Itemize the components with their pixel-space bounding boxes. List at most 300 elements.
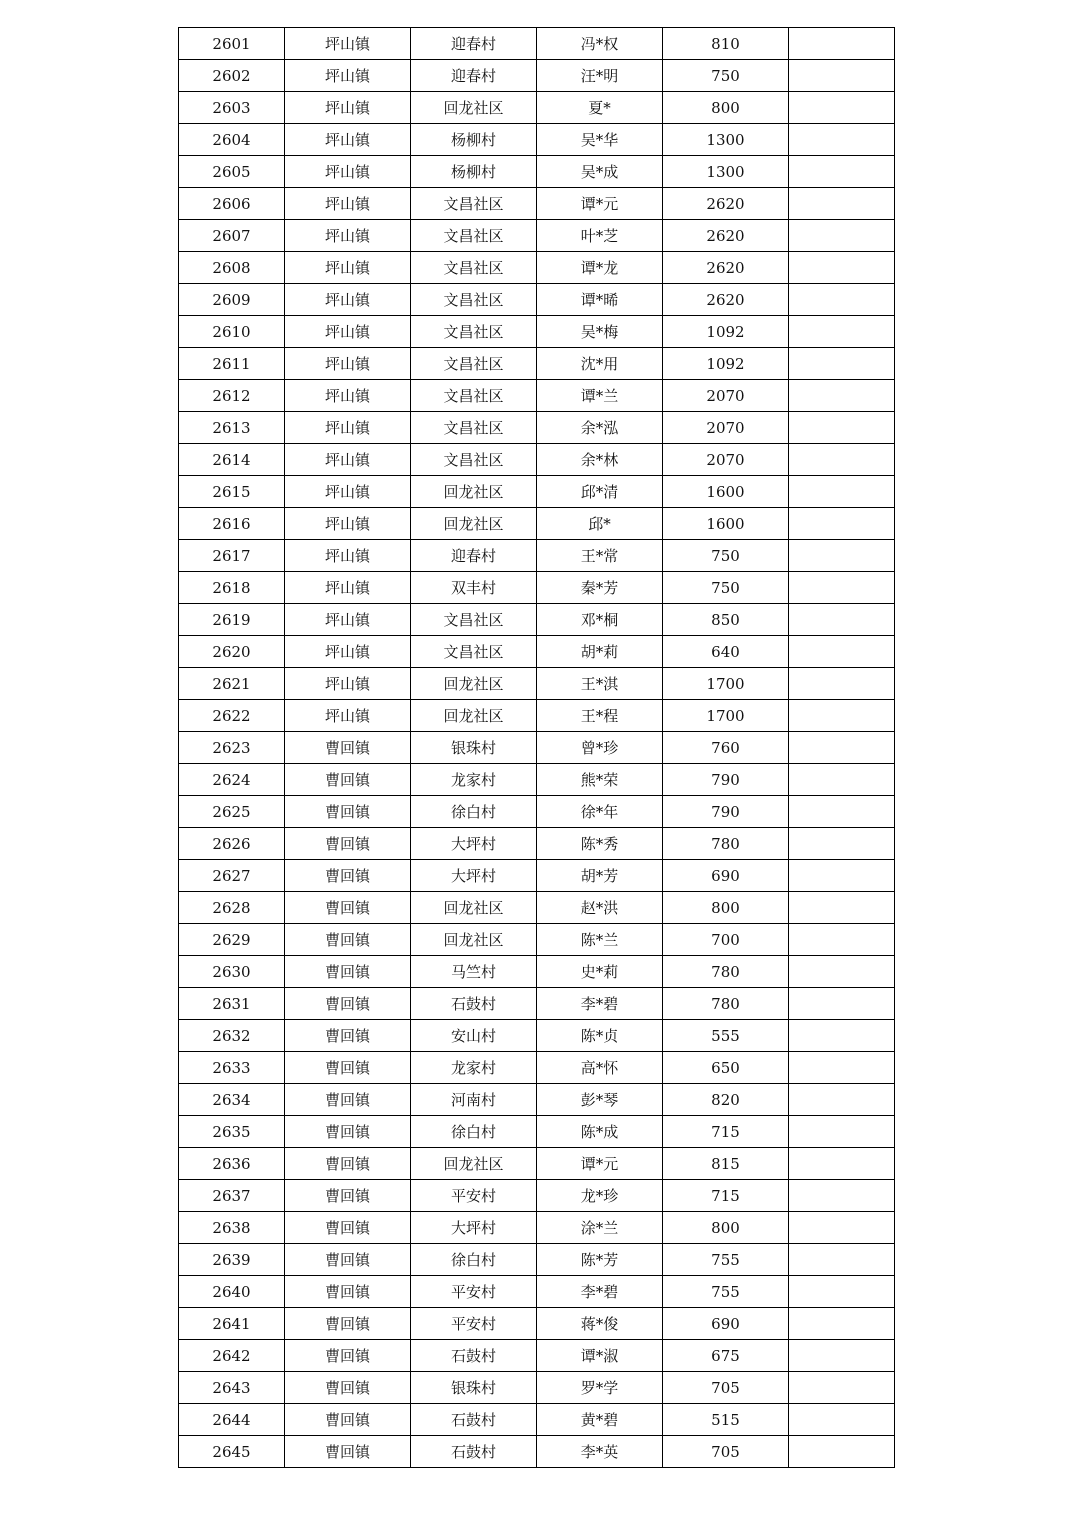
remarks-cell (789, 1180, 895, 1212)
table-row (179, 1180, 895, 1212)
town-cell: 坪山镇 (285, 156, 411, 188)
table-row (179, 156, 895, 188)
name-cell: 徐*年 (537, 796, 663, 828)
village-cell: 回龙社区 (411, 892, 537, 924)
serial-number-cell: 2630 (179, 956, 285, 988)
town-cell: 曹回镇 (285, 988, 411, 1020)
name-cell: 秦*芳 (537, 572, 663, 604)
town-cell: 曹回镇 (285, 1244, 411, 1276)
amount-cell: 750 (663, 540, 789, 572)
table-row (179, 700, 895, 732)
town-cell: 曹回镇 (285, 764, 411, 796)
table-row (179, 508, 895, 540)
serial-number-cell: 2613 (179, 412, 285, 444)
amount-cell: 2620 (663, 220, 789, 252)
name-cell: 王*程 (537, 700, 663, 732)
remarks-cell (789, 412, 895, 444)
village-cell: 马竺村 (411, 956, 537, 988)
name-cell: 吴*梅 (537, 316, 663, 348)
serial-number-cell: 2644 (179, 1404, 285, 1436)
table-row (179, 284, 895, 316)
town-cell: 坪山镇 (285, 252, 411, 284)
table-row (179, 380, 895, 412)
table-row (179, 188, 895, 220)
village-cell: 迎春村 (411, 540, 537, 572)
remarks-cell (789, 540, 895, 572)
remarks-cell (789, 668, 895, 700)
amount-cell: 800 (663, 1212, 789, 1244)
village-cell: 回龙社区 (411, 700, 537, 732)
name-cell: 黄*碧 (537, 1404, 663, 1436)
table-row (179, 1052, 895, 1084)
amount-cell: 780 (663, 988, 789, 1020)
village-cell: 文昌社区 (411, 252, 537, 284)
village-cell: 文昌社区 (411, 348, 537, 380)
table-row (179, 316, 895, 348)
name-cell: 曾*珍 (537, 732, 663, 764)
table-row (179, 668, 895, 700)
remarks-cell (789, 1116, 895, 1148)
amount-cell: 1700 (663, 668, 789, 700)
serial-number-cell: 2619 (179, 604, 285, 636)
village-cell: 回龙社区 (411, 668, 537, 700)
name-cell: 陈*成 (537, 1116, 663, 1148)
amount-cell: 715 (663, 1180, 789, 1212)
serial-number-cell: 2627 (179, 860, 285, 892)
amount-cell: 650 (663, 1052, 789, 1084)
town-cell: 坪山镇 (285, 476, 411, 508)
table-row (179, 604, 895, 636)
village-cell: 文昌社区 (411, 636, 537, 668)
town-cell: 曹回镇 (285, 732, 411, 764)
amount-cell: 555 (663, 1020, 789, 1052)
amount-cell: 755 (663, 1276, 789, 1308)
village-cell: 迎春村 (411, 60, 537, 92)
town-cell: 曹回镇 (285, 1340, 411, 1372)
remarks-cell (789, 316, 895, 348)
remarks-cell (789, 892, 895, 924)
town-cell: 坪山镇 (285, 92, 411, 124)
remarks-cell (789, 348, 895, 380)
remarks-cell (789, 700, 895, 732)
village-cell: 迎春村 (411, 28, 537, 60)
village-cell: 文昌社区 (411, 412, 537, 444)
remarks-cell (789, 444, 895, 476)
town-cell: 坪山镇 (285, 284, 411, 316)
village-cell: 大坪村 (411, 828, 537, 860)
town-cell: 曹回镇 (285, 1436, 411, 1468)
serial-number-cell: 2607 (179, 220, 285, 252)
remarks-cell (789, 28, 895, 60)
serial-number-cell: 2637 (179, 1180, 285, 1212)
remarks-cell (789, 1308, 895, 1340)
serial-number-cell: 2629 (179, 924, 285, 956)
name-cell: 彭*琴 (537, 1084, 663, 1116)
remarks-cell (789, 988, 895, 1020)
remarks-cell (789, 1084, 895, 1116)
amount-cell: 1092 (663, 348, 789, 380)
remarks-cell (789, 636, 895, 668)
remarks-cell (789, 220, 895, 252)
serial-number-cell: 2625 (179, 796, 285, 828)
serial-number-cell: 2616 (179, 508, 285, 540)
town-cell: 坪山镇 (285, 412, 411, 444)
serial-number-cell: 2628 (179, 892, 285, 924)
serial-number-cell: 2614 (179, 444, 285, 476)
name-cell: 汪*明 (537, 60, 663, 92)
town-cell: 曹回镇 (285, 1308, 411, 1340)
table-row (179, 252, 895, 284)
town-cell: 曹回镇 (285, 828, 411, 860)
table-row (179, 60, 895, 92)
serial-number-cell: 2604 (179, 124, 285, 156)
table-row (179, 1020, 895, 1052)
town-cell: 曹回镇 (285, 1404, 411, 1436)
amount-cell: 780 (663, 956, 789, 988)
name-cell: 谭*元 (537, 188, 663, 220)
remarks-cell (789, 1436, 895, 1468)
name-cell: 谭*龙 (537, 252, 663, 284)
name-cell: 龙*珍 (537, 1180, 663, 1212)
remarks-cell (789, 252, 895, 284)
town-cell: 坪山镇 (285, 124, 411, 156)
village-cell: 银珠村 (411, 1372, 537, 1404)
amount-cell: 800 (663, 892, 789, 924)
serial-number-cell: 2621 (179, 668, 285, 700)
remarks-cell (789, 796, 895, 828)
serial-number-cell: 2610 (179, 316, 285, 348)
town-cell: 坪山镇 (285, 700, 411, 732)
amount-cell: 1600 (663, 476, 789, 508)
serial-number-cell: 2635 (179, 1116, 285, 1148)
name-cell: 谭*兰 (537, 380, 663, 412)
town-cell: 曹回镇 (285, 1084, 411, 1116)
village-cell: 杨柳村 (411, 124, 537, 156)
amount-cell: 2070 (663, 380, 789, 412)
amount-cell: 515 (663, 1404, 789, 1436)
remarks-cell (789, 764, 895, 796)
town-cell: 曹回镇 (285, 1052, 411, 1084)
name-cell: 陈*兰 (537, 924, 663, 956)
remarks-cell (789, 828, 895, 860)
village-cell: 回龙社区 (411, 508, 537, 540)
town-cell: 曹回镇 (285, 860, 411, 892)
amount-cell: 705 (663, 1372, 789, 1404)
name-cell: 沈*用 (537, 348, 663, 380)
serial-number-cell: 2620 (179, 636, 285, 668)
serial-number-cell: 2624 (179, 764, 285, 796)
table-row (179, 1212, 895, 1244)
remarks-cell (789, 124, 895, 156)
town-cell: 曹回镇 (285, 1020, 411, 1052)
amount-cell: 790 (663, 764, 789, 796)
serial-number-cell: 2639 (179, 1244, 285, 1276)
amount-cell: 820 (663, 1084, 789, 1116)
name-cell: 余*泓 (537, 412, 663, 444)
remarks-cell (789, 1404, 895, 1436)
town-cell: 坪山镇 (285, 60, 411, 92)
table-row (179, 1084, 895, 1116)
town-cell: 坪山镇 (285, 380, 411, 412)
table-row (179, 1340, 895, 1372)
serial-number-cell: 2623 (179, 732, 285, 764)
name-cell: 史*莉 (537, 956, 663, 988)
village-cell: 大坪村 (411, 860, 537, 892)
name-cell: 高*怀 (537, 1052, 663, 1084)
amount-cell: 700 (663, 924, 789, 956)
remarks-cell (789, 732, 895, 764)
table-row (179, 572, 895, 604)
village-cell: 文昌社区 (411, 444, 537, 476)
table-row (179, 92, 895, 124)
name-cell: 陈*芳 (537, 1244, 663, 1276)
amount-cell: 715 (663, 1116, 789, 1148)
town-cell: 曹回镇 (285, 796, 411, 828)
serial-number-cell: 2643 (179, 1372, 285, 1404)
village-cell: 杨柳村 (411, 156, 537, 188)
village-cell: 石鼓村 (411, 988, 537, 1020)
village-cell: 文昌社区 (411, 604, 537, 636)
remarks-cell (789, 1340, 895, 1372)
amount-cell: 1700 (663, 700, 789, 732)
remarks-cell (789, 924, 895, 956)
town-cell: 曹回镇 (285, 1148, 411, 1180)
village-cell: 平安村 (411, 1276, 537, 1308)
table-row (179, 124, 895, 156)
remarks-cell (789, 1052, 895, 1084)
serial-number-cell: 2634 (179, 1084, 285, 1116)
table-row (179, 540, 895, 572)
serial-number-cell: 2609 (179, 284, 285, 316)
town-cell: 坪山镇 (285, 668, 411, 700)
name-cell: 陈*秀 (537, 828, 663, 860)
table-row (179, 860, 895, 892)
serial-number-cell: 2605 (179, 156, 285, 188)
village-cell: 文昌社区 (411, 284, 537, 316)
town-cell: 坪山镇 (285, 220, 411, 252)
town-cell: 曹回镇 (285, 1276, 411, 1308)
name-cell: 吴*成 (537, 156, 663, 188)
amount-cell: 675 (663, 1340, 789, 1372)
village-cell: 龙家村 (411, 764, 537, 796)
name-cell: 胡*芳 (537, 860, 663, 892)
village-cell: 徐白村 (411, 1116, 537, 1148)
town-cell: 曹回镇 (285, 924, 411, 956)
amount-cell: 690 (663, 1308, 789, 1340)
amount-cell: 640 (663, 636, 789, 668)
remarks-cell (789, 156, 895, 188)
village-cell: 石鼓村 (411, 1340, 537, 1372)
serial-number-cell: 2617 (179, 540, 285, 572)
town-cell: 曹回镇 (285, 1180, 411, 1212)
serial-number-cell: 2641 (179, 1308, 285, 1340)
amount-cell: 2620 (663, 284, 789, 316)
serial-number-cell: 2615 (179, 476, 285, 508)
village-cell: 银珠村 (411, 732, 537, 764)
serial-number-cell: 2632 (179, 1020, 285, 1052)
table-row (179, 412, 895, 444)
village-cell: 回龙社区 (411, 476, 537, 508)
village-cell: 双丰村 (411, 572, 537, 604)
name-cell: 吴*华 (537, 124, 663, 156)
village-cell: 石鼓村 (411, 1436, 537, 1468)
name-cell: 李*碧 (537, 1276, 663, 1308)
town-cell: 坪山镇 (285, 28, 411, 60)
serial-number-cell: 2631 (179, 988, 285, 1020)
remarks-cell (789, 1020, 895, 1052)
amount-cell: 780 (663, 828, 789, 860)
serial-number-cell: 2612 (179, 380, 285, 412)
remarks-cell (789, 860, 895, 892)
amount-cell: 2070 (663, 444, 789, 476)
table-row (179, 1148, 895, 1180)
table-row (179, 764, 895, 796)
table-row (179, 988, 895, 1020)
remarks-cell (789, 572, 895, 604)
table-row (179, 892, 895, 924)
town-cell: 坪山镇 (285, 188, 411, 220)
village-cell: 石鼓村 (411, 1404, 537, 1436)
amount-cell: 2070 (663, 412, 789, 444)
table-row (179, 220, 895, 252)
name-cell: 冯*权 (537, 28, 663, 60)
table-row (179, 476, 895, 508)
serial-number-cell: 2622 (179, 700, 285, 732)
amount-cell: 705 (663, 1436, 789, 1468)
village-cell: 徐白村 (411, 1244, 537, 1276)
remarks-cell (789, 188, 895, 220)
table-row (179, 444, 895, 476)
amount-cell: 815 (663, 1148, 789, 1180)
amount-cell: 2620 (663, 188, 789, 220)
name-cell: 熊*荣 (537, 764, 663, 796)
table-row (179, 1308, 895, 1340)
serial-number-cell: 2640 (179, 1276, 285, 1308)
amount-cell: 755 (663, 1244, 789, 1276)
name-cell: 李*英 (537, 1436, 663, 1468)
serial-number-cell: 2603 (179, 92, 285, 124)
village-cell: 文昌社区 (411, 380, 537, 412)
remarks-cell (789, 1276, 895, 1308)
name-cell: 李*碧 (537, 988, 663, 1020)
amount-cell: 850 (663, 604, 789, 636)
town-cell: 曹回镇 (285, 892, 411, 924)
amount-cell: 790 (663, 796, 789, 828)
remarks-cell (789, 1148, 895, 1180)
table-row (179, 796, 895, 828)
serial-number-cell: 2636 (179, 1148, 285, 1180)
table-row (179, 956, 895, 988)
table-body (179, 28, 895, 1468)
serial-number-cell: 2642 (179, 1340, 285, 1372)
village-cell: 文昌社区 (411, 220, 537, 252)
town-cell: 曹回镇 (285, 1116, 411, 1148)
name-cell: 邱* (537, 508, 663, 540)
remarks-cell (789, 476, 895, 508)
remarks-cell (789, 508, 895, 540)
remarks-cell (789, 604, 895, 636)
serial-number-cell: 2611 (179, 348, 285, 380)
name-cell: 邱*清 (537, 476, 663, 508)
name-cell: 蒋*俊 (537, 1308, 663, 1340)
village-cell: 文昌社区 (411, 188, 537, 220)
name-cell: 谭*元 (537, 1148, 663, 1180)
amount-cell: 750 (663, 572, 789, 604)
village-cell: 回龙社区 (411, 92, 537, 124)
village-cell: 回龙社区 (411, 924, 537, 956)
data-table (178, 27, 895, 1468)
table-row (179, 1276, 895, 1308)
village-cell: 河南村 (411, 1084, 537, 1116)
name-cell: 夏* (537, 92, 663, 124)
name-cell: 叶*芝 (537, 220, 663, 252)
serial-number-cell: 2633 (179, 1052, 285, 1084)
village-cell: 安山村 (411, 1020, 537, 1052)
table-row (179, 1372, 895, 1404)
table-row (179, 924, 895, 956)
amount-cell: 810 (663, 28, 789, 60)
remarks-cell (789, 1212, 895, 1244)
remarks-cell (789, 92, 895, 124)
town-cell: 曹回镇 (285, 1212, 411, 1244)
serial-number-cell: 2608 (179, 252, 285, 284)
name-cell: 赵*洪 (537, 892, 663, 924)
amount-cell: 1092 (663, 316, 789, 348)
serial-number-cell: 2601 (179, 28, 285, 60)
serial-number-cell: 2645 (179, 1436, 285, 1468)
serial-number-cell: 2626 (179, 828, 285, 860)
amount-cell: 1600 (663, 508, 789, 540)
remarks-cell (789, 956, 895, 988)
village-cell: 平安村 (411, 1180, 537, 1212)
serial-number-cell: 2602 (179, 60, 285, 92)
village-cell: 回龙社区 (411, 1148, 537, 1180)
name-cell: 邓*桐 (537, 604, 663, 636)
town-cell: 曹回镇 (285, 1372, 411, 1404)
village-cell: 徐白村 (411, 796, 537, 828)
name-cell: 胡*莉 (537, 636, 663, 668)
table-row (179, 1436, 895, 1468)
table-row (179, 828, 895, 860)
name-cell: 谭*晞 (537, 284, 663, 316)
amount-cell: 760 (663, 732, 789, 764)
name-cell: 谭*淑 (537, 1340, 663, 1372)
village-cell: 文昌社区 (411, 316, 537, 348)
remarks-cell (789, 1372, 895, 1404)
table-row (179, 636, 895, 668)
name-cell: 王*淇 (537, 668, 663, 700)
remarks-cell (789, 60, 895, 92)
amount-cell: 2620 (663, 252, 789, 284)
town-cell: 坪山镇 (285, 508, 411, 540)
name-cell: 陈*贞 (537, 1020, 663, 1052)
town-cell: 坪山镇 (285, 348, 411, 380)
town-cell: 坪山镇 (285, 604, 411, 636)
remarks-cell (789, 380, 895, 412)
name-cell: 涂*兰 (537, 1212, 663, 1244)
serial-number-cell: 2606 (179, 188, 285, 220)
table-row (179, 1244, 895, 1276)
table-row (179, 28, 895, 60)
town-cell: 坪山镇 (285, 572, 411, 604)
serial-number-cell: 2618 (179, 572, 285, 604)
table-row (179, 1116, 895, 1148)
name-cell: 余*林 (537, 444, 663, 476)
town-cell: 坪山镇 (285, 444, 411, 476)
amount-cell: 690 (663, 860, 789, 892)
amount-cell: 800 (663, 92, 789, 124)
table-row (179, 348, 895, 380)
